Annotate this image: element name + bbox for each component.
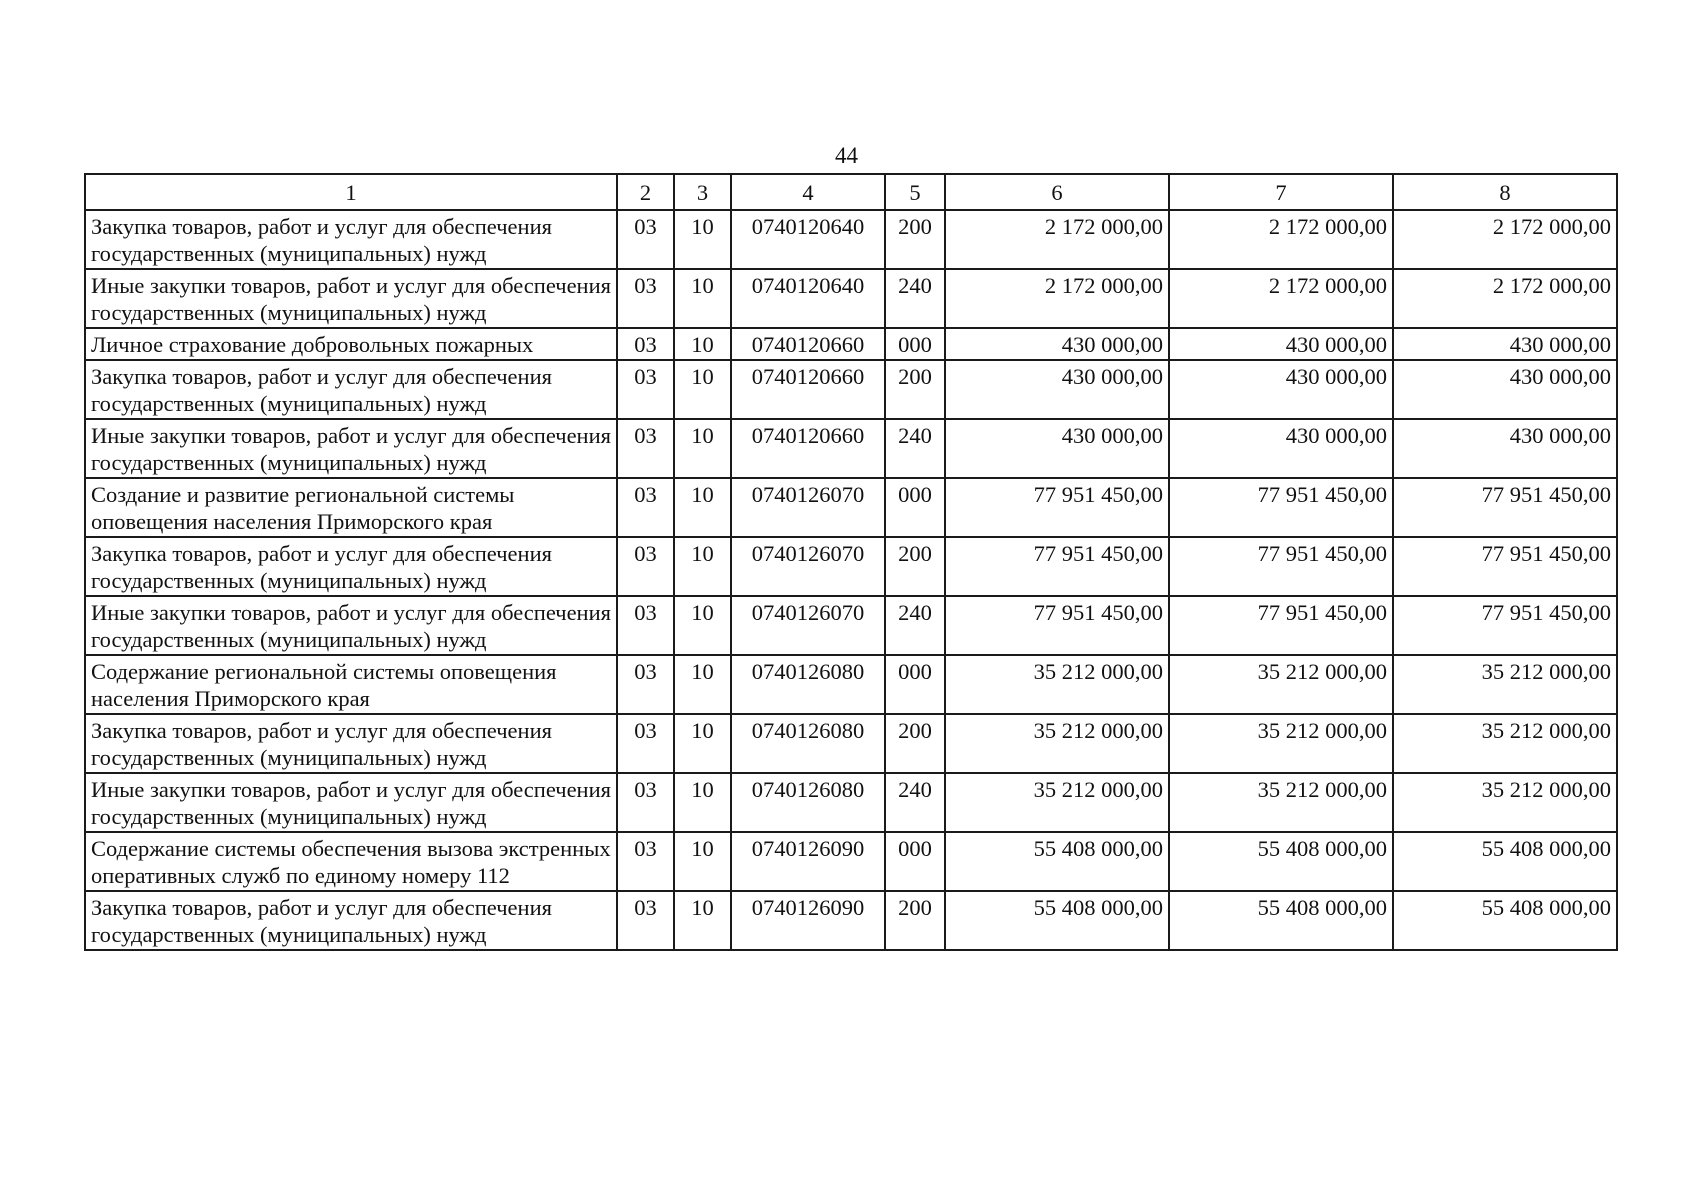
amount-column-6: 430 000,00 [945, 360, 1169, 419]
row-description: Закупка товаров, работ и услуг для обеспечения государственных (муниципальных) нужд [85, 537, 617, 596]
subsection-code: 10 [674, 210, 731, 269]
target-article-code: 0740126070 [731, 596, 885, 655]
subsection-code: 10 [674, 478, 731, 537]
table-row [85, 655, 1617, 714]
target-article-code: 0740120640 [731, 210, 885, 269]
column-number-2: 2 [617, 174, 674, 210]
column-number-header-row [85, 174, 1617, 210]
expense-type-code: 000 [885, 655, 945, 714]
amount-column-7: 2 172 000,00 [1169, 210, 1393, 269]
table-row [85, 773, 1617, 832]
amount-column-7: 55 408 000,00 [1169, 891, 1393, 950]
column-number-3: 3 [674, 174, 731, 210]
subsection-code: 10 [674, 832, 731, 891]
table-row [85, 891, 1617, 950]
amount-column-7: 35 212 000,00 [1169, 714, 1393, 773]
row-description: Личное страхование добровольных пожарных [85, 328, 617, 360]
table-row [85, 478, 1617, 537]
row-description: Иные закупки товаров, работ и услуг для обеспечения государственных (муниципальных) нужд [85, 773, 617, 832]
expense-type-code: 240 [885, 419, 945, 478]
amount-column-6: 55 408 000,00 [945, 891, 1169, 950]
amount-column-7: 77 951 450,00 [1169, 596, 1393, 655]
row-description: Иные закупки товаров, работ и услуг для обеспечения государственных (муниципальных) нужд [85, 269, 617, 328]
row-description: Создание и развитие региональной системы оповещения населения Приморского края [85, 478, 617, 537]
section-code: 03 [617, 596, 674, 655]
amount-column-8: 430 000,00 [1393, 360, 1617, 419]
amount-column-8: 77 951 450,00 [1393, 537, 1617, 596]
amount-column-8: 35 212 000,00 [1393, 714, 1617, 773]
amount-column-6: 77 951 450,00 [945, 478, 1169, 537]
amount-column-8: 2 172 000,00 [1393, 269, 1617, 328]
subsection-code: 10 [674, 537, 731, 596]
amount-column-6: 55 408 000,00 [945, 832, 1169, 891]
section-code: 03 [617, 210, 674, 269]
amount-column-7: 430 000,00 [1169, 360, 1393, 419]
subsection-code: 10 [674, 773, 731, 832]
column-number-1: 1 [85, 174, 617, 210]
amount-column-6: 430 000,00 [945, 419, 1169, 478]
table-row [85, 419, 1617, 478]
target-article-code: 0740120640 [731, 269, 885, 328]
column-number-8: 8 [1393, 174, 1617, 210]
table-row [85, 210, 1617, 269]
expense-type-code: 240 [885, 596, 945, 655]
expense-type-code: 200 [885, 537, 945, 596]
row-description: Закупка товаров, работ и услуг для обеспечения государственных (муниципальных) нужд [85, 891, 617, 950]
expense-type-code: 200 [885, 714, 945, 773]
table-row [85, 832, 1617, 891]
amount-column-6: 77 951 450,00 [945, 596, 1169, 655]
column-number-6: 6 [945, 174, 1169, 210]
column-number-4: 4 [731, 174, 885, 210]
section-code: 03 [617, 655, 674, 714]
section-code: 03 [617, 714, 674, 773]
section-code: 03 [617, 891, 674, 950]
amount-column-7: 35 212 000,00 [1169, 655, 1393, 714]
amount-column-6: 35 212 000,00 [945, 714, 1169, 773]
target-article-code: 0740126090 [731, 832, 885, 891]
expense-type-code: 200 [885, 360, 945, 419]
amount-column-6: 77 951 450,00 [945, 537, 1169, 596]
section-code: 03 [617, 269, 674, 328]
expense-type-code: 000 [885, 328, 945, 360]
amount-column-7: 430 000,00 [1169, 328, 1393, 360]
amount-column-7: 77 951 450,00 [1169, 537, 1393, 596]
amount-column-6: 2 172 000,00 [945, 210, 1169, 269]
section-code: 03 [617, 773, 674, 832]
row-description: Закупка товаров, работ и услуг для обеспечения государственных (муниципальных) нужд [85, 210, 617, 269]
amount-column-8: 430 000,00 [1393, 419, 1617, 478]
target-article-code: 0740126080 [731, 655, 885, 714]
expense-type-code: 240 [885, 773, 945, 832]
expense-type-code: 000 [885, 478, 945, 537]
table-row [85, 328, 1617, 360]
amount-column-7: 35 212 000,00 [1169, 773, 1393, 832]
expense-type-code: 240 [885, 269, 945, 328]
row-description: Закупка товаров, работ и услуг для обеспечения государственных (муниципальных) нужд [85, 360, 617, 419]
amount-column-8: 55 408 000,00 [1393, 832, 1617, 891]
subsection-code: 10 [674, 655, 731, 714]
column-number-5: 5 [885, 174, 945, 210]
subsection-code: 10 [674, 419, 731, 478]
target-article-code: 0740120660 [731, 360, 885, 419]
section-code: 03 [617, 419, 674, 478]
section-code: 03 [617, 328, 674, 360]
table-row [85, 537, 1617, 596]
row-description: Содержание системы обеспечения вызова экстренных оперативных служб по единому номеру 112 [85, 832, 617, 891]
amount-column-6: 35 212 000,00 [945, 773, 1169, 832]
budget-table [84, 173, 1618, 951]
subsection-code: 10 [674, 360, 731, 419]
column-number-7: 7 [1169, 174, 1393, 210]
row-description: Содержание региональной системы оповещения населения Приморского края [85, 655, 617, 714]
amount-column-6: 35 212 000,00 [945, 655, 1169, 714]
section-code: 03 [617, 537, 674, 596]
target-article-code: 0740120660 [731, 328, 885, 360]
amount-column-6: 430 000,00 [945, 328, 1169, 360]
amount-column-6: 2 172 000,00 [945, 269, 1169, 328]
amount-column-7: 430 000,00 [1169, 419, 1393, 478]
amount-column-8: 77 951 450,00 [1393, 478, 1617, 537]
row-description: Иные закупки товаров, работ и услуг для обеспечения государственных (муниципальных) нужд [85, 596, 617, 655]
section-code: 03 [617, 832, 674, 891]
subsection-code: 10 [674, 269, 731, 328]
amount-column-7: 2 172 000,00 [1169, 269, 1393, 328]
expense-type-code: 200 [885, 210, 945, 269]
amount-column-8: 55 408 000,00 [1393, 891, 1617, 950]
table-row [85, 596, 1617, 655]
table-row [85, 360, 1617, 419]
table-row [85, 269, 1617, 328]
table-body [85, 210, 1617, 950]
target-article-code: 0740126070 [731, 537, 885, 596]
subsection-code: 10 [674, 891, 731, 950]
amount-column-7: 55 408 000,00 [1169, 832, 1393, 891]
table-row [85, 714, 1617, 773]
subsection-code: 10 [674, 596, 731, 655]
row-description: Иные закупки товаров, работ и услуг для обеспечения государственных (муниципальных) нужд [85, 419, 617, 478]
section-code: 03 [617, 360, 674, 419]
expense-type-code: 200 [885, 891, 945, 950]
target-article-code: 0740126080 [731, 773, 885, 832]
subsection-code: 10 [674, 328, 731, 360]
amount-column-7: 77 951 450,00 [1169, 478, 1393, 537]
expense-type-code: 000 [885, 832, 945, 891]
page-number: 44 [835, 143, 858, 168]
amount-column-8: 430 000,00 [1393, 328, 1617, 360]
target-article-code: 0740126080 [731, 714, 885, 773]
target-article-code: 0740126090 [731, 891, 885, 950]
amount-column-8: 77 951 450,00 [1393, 596, 1617, 655]
amount-column-8: 2 172 000,00 [1393, 210, 1617, 269]
section-code: 03 [617, 478, 674, 537]
row-description: Закупка товаров, работ и услуг для обеспечения государственных (муниципальных) нужд [85, 714, 617, 773]
amount-column-8: 35 212 000,00 [1393, 773, 1617, 832]
amount-column-8: 35 212 000,00 [1393, 655, 1617, 714]
target-article-code: 0740126070 [731, 478, 885, 537]
target-article-code: 0740120660 [731, 419, 885, 478]
subsection-code: 10 [674, 714, 731, 773]
